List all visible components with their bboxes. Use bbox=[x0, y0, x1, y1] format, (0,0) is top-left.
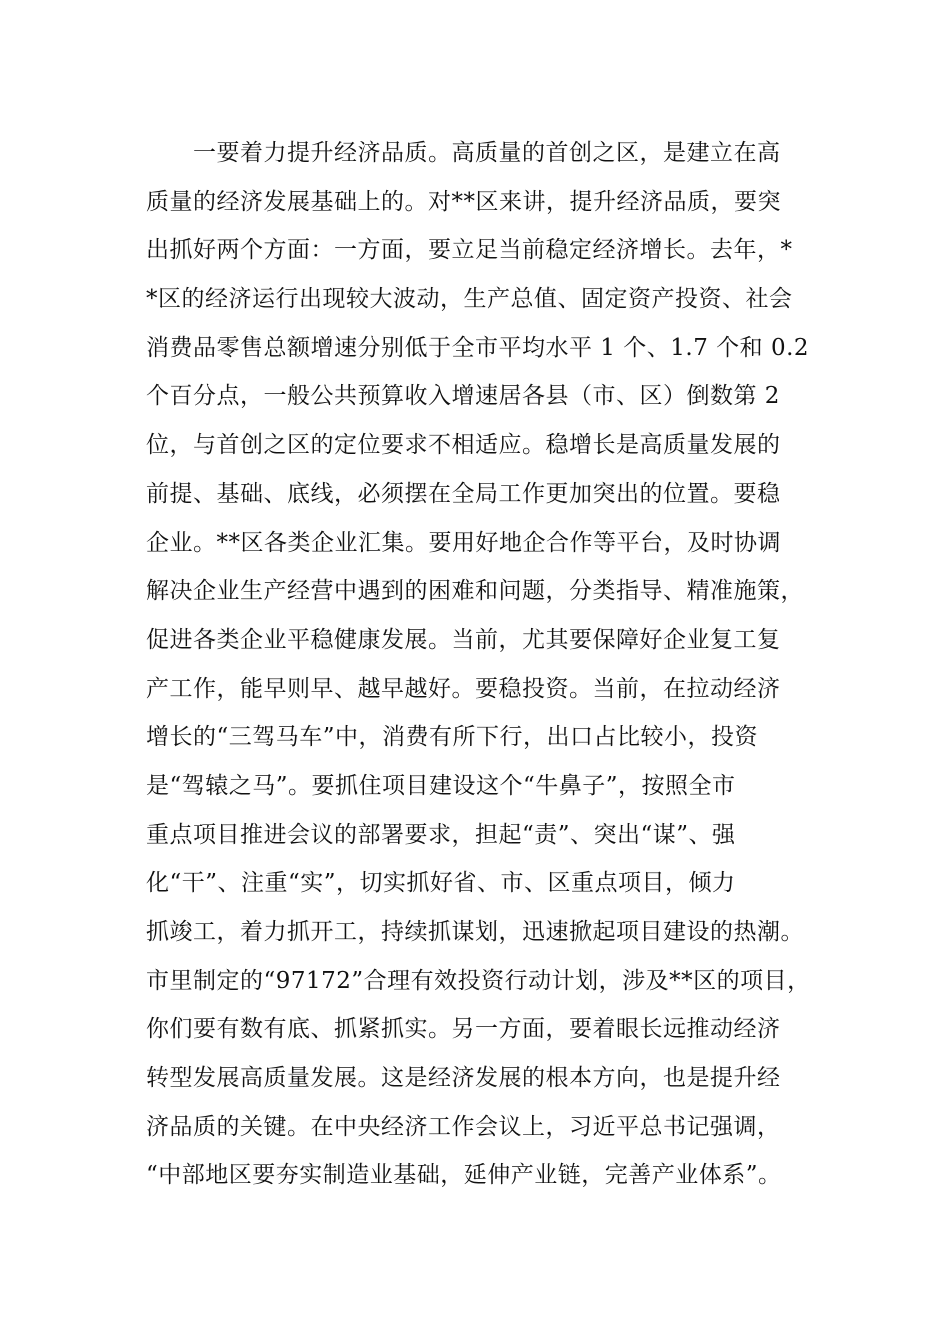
text-line: 一要着力提升经济品质。高质量的首创之区，是建立在高 bbox=[146, 140, 781, 166]
text-line: 位，与首创之区的定位要求不相适应。稳增长是高质量发展的 bbox=[146, 432, 781, 459]
text-line: 解决企业生产经营中遇到的困难和问题，分类指导、精准施策， bbox=[146, 578, 804, 605]
text-line: 企业。**区各类企业汇集。要用好地企合作等平台，及时协调 bbox=[146, 529, 781, 556]
text-line: 是“驾辕之马”。要抓住项目建设这个“牛鼻子”，按照全市 bbox=[146, 772, 736, 799]
body-paragraph bbox=[146, 129, 816, 1200]
text-line: 增长的“三驾马车”中，消费有所下行，出口占比较小，投资 bbox=[146, 724, 759, 751]
text-line: 你们要有数有底、抓紧抓实。另一方面，要着眼长远推动经济 bbox=[146, 1016, 781, 1043]
text-line: 济品质的关键。在中央经济工作会议上，习近平总书记强调， bbox=[146, 1113, 781, 1140]
text-line: 抓竣工，着力抓开工，持续抓谋划，迅速掀起项目建设的热潮。 bbox=[146, 919, 804, 945]
text-line: 化“干”、注重“实”，切实抓好省、市、区重点项目，倾力 bbox=[146, 870, 736, 897]
text-line: 个百分点，一般公共预算收入增速居各县（市、区）倒数第 2 bbox=[146, 383, 780, 410]
text-line: *区的经济运行出现较大波动，生产总值、固定资产投资、社会 bbox=[146, 286, 793, 313]
text-line: 市里制定的“97172”合理有效投资行动计划，涉及**区的项目， bbox=[146, 967, 811, 994]
text-line: 转型发展高质量发展。这是经济发展的根本方向，也是提升经 bbox=[146, 1065, 781, 1092]
text-line: 促进各类企业平稳健康发展。当前，尤其要保障好企业复工复 bbox=[146, 626, 781, 653]
text-line: “中部地区要夯实制造业基础，延伸产业链，完善产业体系”。 bbox=[146, 1162, 782, 1189]
text-line: 质量的经济发展基础上的。对**区来讲，提升经济品质，要突 bbox=[146, 188, 781, 215]
text-line: 出抓好两个方面：一方面，要立足当前稳定经济增长。去年，* bbox=[146, 237, 793, 264]
text-line: 前提、基础、底线，必须摆在全局工作更加突出的位置。要稳 bbox=[146, 480, 781, 507]
text-line: 消费品零售总额增速分别低于全市平均水平 1 个、1.7 个和 0.2 bbox=[146, 334, 810, 361]
text-line: 重点项目推进会议的部署要求，担起“责”、突出“谋”、强 bbox=[146, 821, 736, 848]
text-line: 产工作，能早则早、越早越好。要稳投资。当前，在拉动经济 bbox=[146, 675, 781, 702]
